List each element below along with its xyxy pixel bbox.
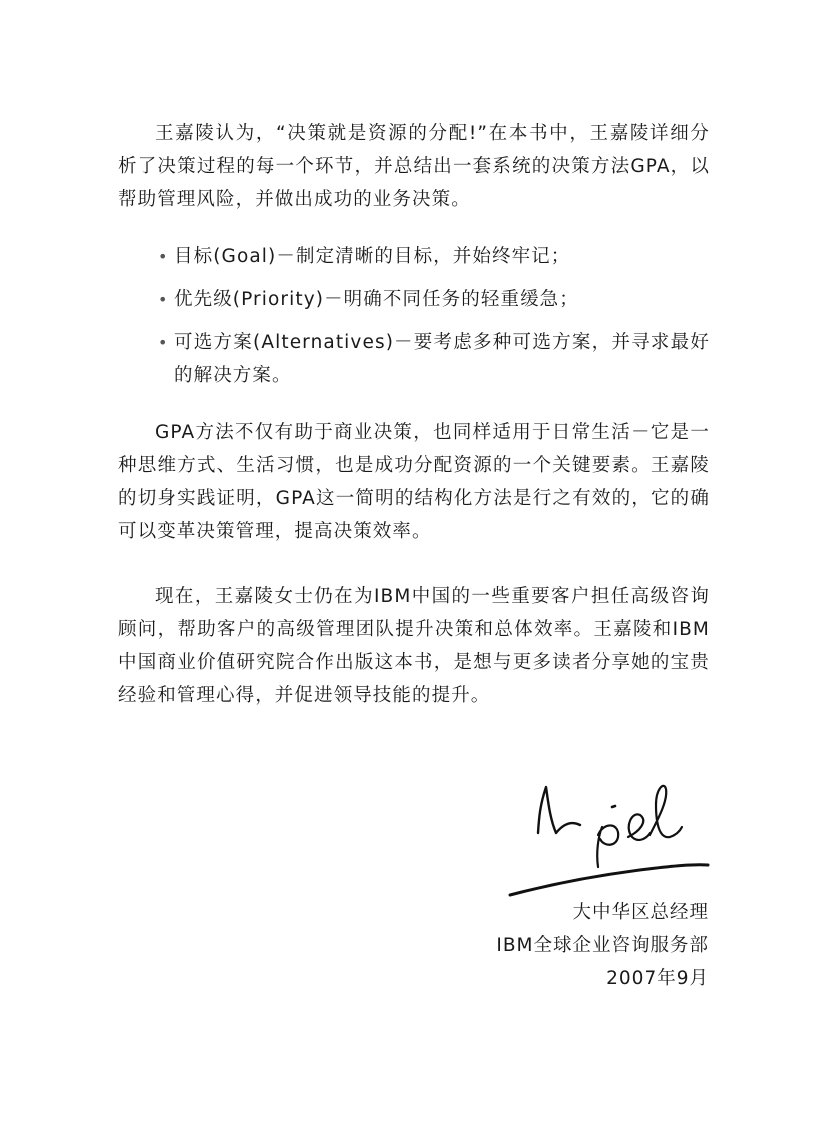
bullet-dot-icon: • [158,290,169,309]
bullet-item-priority [118,283,710,316]
bullet-item-goal [118,240,710,273]
signature-block [496,896,709,995]
gpa-bullet-list [118,240,710,402]
bullet-list [118,240,710,392]
closing-paragraph [118,580,710,712]
bullet-dot-icon: • [158,333,169,352]
signer-title: 大中华区总经理 [572,902,709,923]
signer-department: IBM全球企业咨询服务部 [496,935,709,956]
bullet-text: 目标(Goal)－制定清晰的目标，并始终牢记； [174,246,571,267]
paragraph-text: 王嘉陵认为，“决策就是资源的分配!”在本书中，王嘉陵详细分析了决策过程的每一个环节，并总结出一套系统的决策方法GPA，以帮助管理风险，并做出成功的业务决策。 [118,123,710,210]
bullet-item-alternatives [118,326,710,392]
bullet-text: 可选方案(Alternatives)－要考虑多种可选方案，并寻求最好的解决方案。 [174,332,710,386]
signature-date: 2007年9月 [606,968,709,989]
bullet-dot-icon: • [158,247,169,266]
intro-paragraph [118,117,710,216]
paragraph-text: GPA方法不仅有助于商业决策，也同样适用于日常生活－它是一种思维方式、生活习惯，也是成功分配资源的一个关键要素。王嘉陵的切身实践证明，GPA这一简明的结构化方法是行之有效的，它的确可以变革决策管理，提高决策效率。 [118,422,710,542]
gpa-paragraph [118,416,710,548]
bullet-text: 优先级(Priority)－明确不同任务的轻重缓急； [174,289,579,310]
handwritten-signature [508,775,718,900]
paragraph-text: 现在，王嘉陵女士仍在为IBM中国的一些重要客户担任高级咨询顾问，帮助客户的高级管理团队提升决策和总体效率。王嘉陵和IBM中国商业价值研究院合作出版这本书，是想与更多读者分享她的宝贵经验和管理心得，并促进领导技能的提升。 [118,586,710,706]
